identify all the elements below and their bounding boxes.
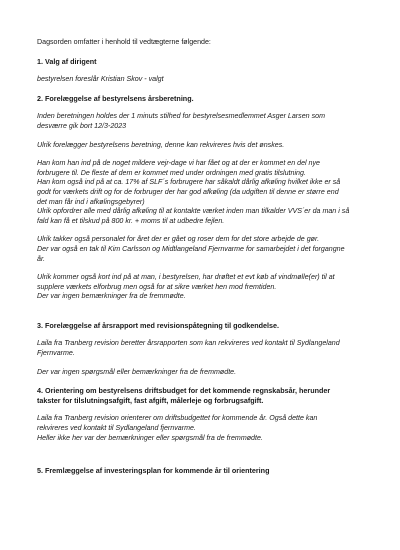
text-line: Laila fra Tranberg revision orienterer om driftsbudgettet for kommende år. Også dette kan: [37, 414, 318, 423]
text-line: Ulrik opfordrer alle med dårlig afkøling til at kontakte værket inden man tilkalder VVS´er da man i så: [37, 207, 350, 216]
text-line: bestyrelsen foreslår Kristian Skov - valgt: [37, 75, 164, 84]
text-line: Ulrik kommer også kort ind på at man, i bestyrelsen, har drøftet et evt køb af vindmølle(er) til at: [37, 273, 335, 282]
text-line: desværre gik bort 12/3-2023: [37, 121, 127, 130]
section-4-heading: [37, 386, 377, 405]
text-line: Ulrik forelægger bestyrelsens beretning, denne kan rekvireres hvis det ønskes.: [37, 140, 285, 149]
text-line: år.: [37, 254, 46, 263]
text-line: Laila fra Tranberg revision beretter årsrapporten som kan rekvireres ved kontakt til Sydlangeland: [37, 339, 340, 348]
section-1-heading: 1. Valg af dirigent: [37, 56, 97, 66]
document-page: [37, 38, 377, 476]
section-1-paragraph-1: [37, 75, 377, 85]
section-5-heading: 5. Fremlæggelse af investeringsplan for kommende år til orientering: [37, 466, 270, 476]
section-2-paragraph-1: [37, 112, 377, 131]
section-4-paragraph-1: [37, 414, 377, 443]
text-line: Der var ingen bemærkninger fra de fremmødte.: [37, 292, 186, 301]
section-3-paragraph-1: [37, 339, 377, 358]
text-line: godt for værkets drift og for de forbruger der har god afkøling (da udgiften til denne er større end: [37, 187, 339, 196]
text-line: forbrugere til. De fleste af dem er kommet med under ordningen med gratis tilslutning.: [37, 168, 306, 177]
text-line: Der var ingen spørgsmål eller bemærkninger fra de fremmødte.: [37, 367, 237, 376]
text-line: Fjernvarme.: [37, 349, 75, 358]
section-2-paragraph-3: [37, 159, 377, 226]
section-4-heading-line-2: takster for tilslutningsafgift, fast afgift, målerleje og forbrugsafgift.: [37, 395, 264, 405]
text-line: fald kan få et tilskud på 800 kr. + moms til at udbedre fejlen.: [37, 216, 225, 225]
intro-text: Dagsorden omfatter i henhold til vedtægterne følgende:: [37, 38, 211, 46]
text-line: Ulrik takker også personalet for året der er gået og roser dem for det store arbejde de gør.: [37, 235, 320, 244]
section-2-paragraph-5: [37, 273, 377, 302]
text-line: Han kom også ind på at ca. 17% af SLF´s forbrugere har såkaldt dårlig afkøling hvilket ikke er så: [37, 178, 341, 187]
text-line: supplere værkets elforbrug men også for at sikre værket hen mod fremtiden.: [37, 282, 277, 291]
text-line: det man får ind i afkølingsgebyrer): [37, 197, 145, 206]
section-3-heading: 3. Forelæggelse af årsrapport med revisionspåtegning til godkendelse.: [37, 320, 280, 330]
text-line: Inden beretningen holdes der 1 minuts stilhed for bestyrelsesmedlemmet Asger Larsen som: [37, 112, 325, 121]
section-2-heading: 2. Forelæggelse af bestyrelsens årsberetning.: [37, 93, 194, 103]
text-line: Han kom han ind på de noget mildere vejr-dage vi har fået og at der er kommet en del nye: [37, 159, 320, 168]
text-line: Der var også en tak til Kim Carlsson og Midtlangeland Fjernvarme for samarbejdet i det forgangne: [37, 244, 345, 253]
section-2-paragraph-4: [37, 235, 377, 264]
section-2-paragraph-2: [37, 141, 377, 151]
section-3-paragraph-2: [37, 368, 377, 378]
text-line: rekvireres ved kontakt til Sydlangeland fjernvarme.: [37, 424, 196, 433]
text-line: Heller ikke her var der bemærkninger eller spørgsmål fra de fremmødte.: [37, 433, 263, 442]
section-4-heading-line-1: 4. Orientering om bestyrelsens driftsbudget for det kommende regnskabsår, herunder: [37, 386, 331, 396]
